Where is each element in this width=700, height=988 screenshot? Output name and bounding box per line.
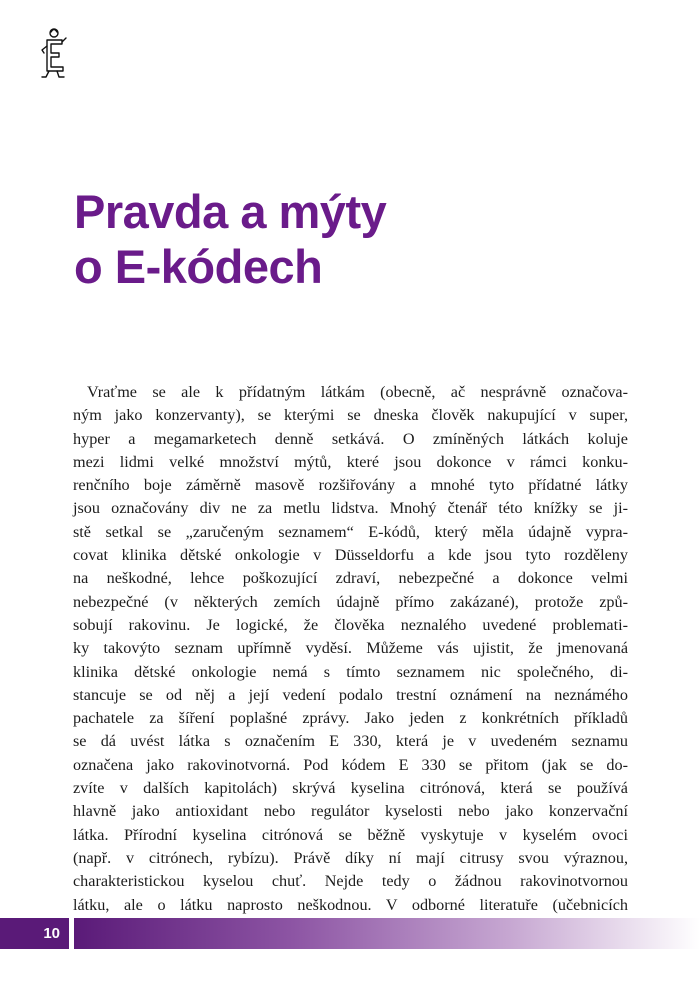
text-line: mezi lidmi velké množství mýtů, které jsou dokonce v rámci konku- [73, 452, 628, 471]
text-line: látka. Přírodní kyselina citrónová se běžně vyskytuje v kyselém ovoci [73, 825, 628, 844]
text-line: na neškodné, lehce poškozující zdraví, nebezpečné a dokonce velmi [73, 569, 628, 588]
text-line: stancuje se od něj a její vedení podalo trestní oznámení na neznámého [73, 685, 628, 704]
text-line: Vraťme se ale k přídatným látkám (obecně, ač nesprávně označova- [87, 383, 628, 401]
text-line: ky takovýto seznam upřímně vyděsí. Můžeme vás ujistit, že jmenovaná [73, 639, 628, 658]
page-footer [0, 918, 700, 949]
text-line: zvíte v dalších kapitolách) skrývá kyselina citrónová, která se používá [73, 779, 628, 798]
page-number: 10 [0, 918, 69, 949]
text-line: látku, ale o látku naprosto neškodnou. V odborné literatuře (učebnicích [73, 895, 628, 914]
footer-gradient-band [74, 918, 700, 949]
text-line: se dá uvést látka s označením E 330, která je v uvedeném seznamu [73, 732, 628, 751]
page-title-line-2: o E-kódech [74, 240, 323, 293]
text-line: renčního boje záměrně masově rozšiřovány a mnohé tyto přídatné látky [73, 476, 628, 495]
text-line: jsou označovány div ne za metlu lidstva. Mnohý čtenář této knížky se ji- [73, 499, 628, 518]
text-line: stě setkal se „zaručeným seznamem“ E-kódů, který měla údajně vypra- [73, 522, 628, 541]
e-letter-figure-icon [38, 26, 68, 78]
text-line: ným jako konzervanty), se kterými se dneska člověk nakupující v super, [73, 406, 628, 425]
text-line: charakteristickou kyselou chuť. Nejde tedy o žádnou rakovinotvornou [73, 872, 628, 891]
text-line: covat klinika dětské onkologie v Düsseldorfu a kde jsou tyto rozděleny [73, 546, 628, 565]
text-line: pachatele za šíření poplašné zprávy. Jako jeden z konkrétních příkladů [73, 709, 628, 728]
text-line: nebezpečné (v některých zemích údajně přímo zakázané), protože způ- [73, 592, 628, 611]
text-line: hyper a megamarketech denně setkává. O zmíněných látkách koluje [73, 429, 628, 448]
text-line: sobují rakovinu. Je logické, že člověka neznalého uvedené problemati- [73, 615, 628, 634]
text-line: hlavně jako antioxidant nebo regulátor kyselosti nebo jako konzervační [73, 802, 628, 821]
text-line: (např. v citrónech, rybízu). Právě díky ní mají citrusy svou výraznou, [73, 848, 628, 867]
page-title-line-1: Pravda a mýty [74, 185, 387, 238]
text-line: označena jako rakovinotvorná. Pod kódem E 330 se přitom (jak se do- [73, 755, 628, 774]
page-title [74, 184, 386, 294]
text-line: klinika dětské onkologie nemá s tímto seznamem nic společného, di- [73, 662, 628, 681]
body-paragraph [73, 381, 628, 917]
